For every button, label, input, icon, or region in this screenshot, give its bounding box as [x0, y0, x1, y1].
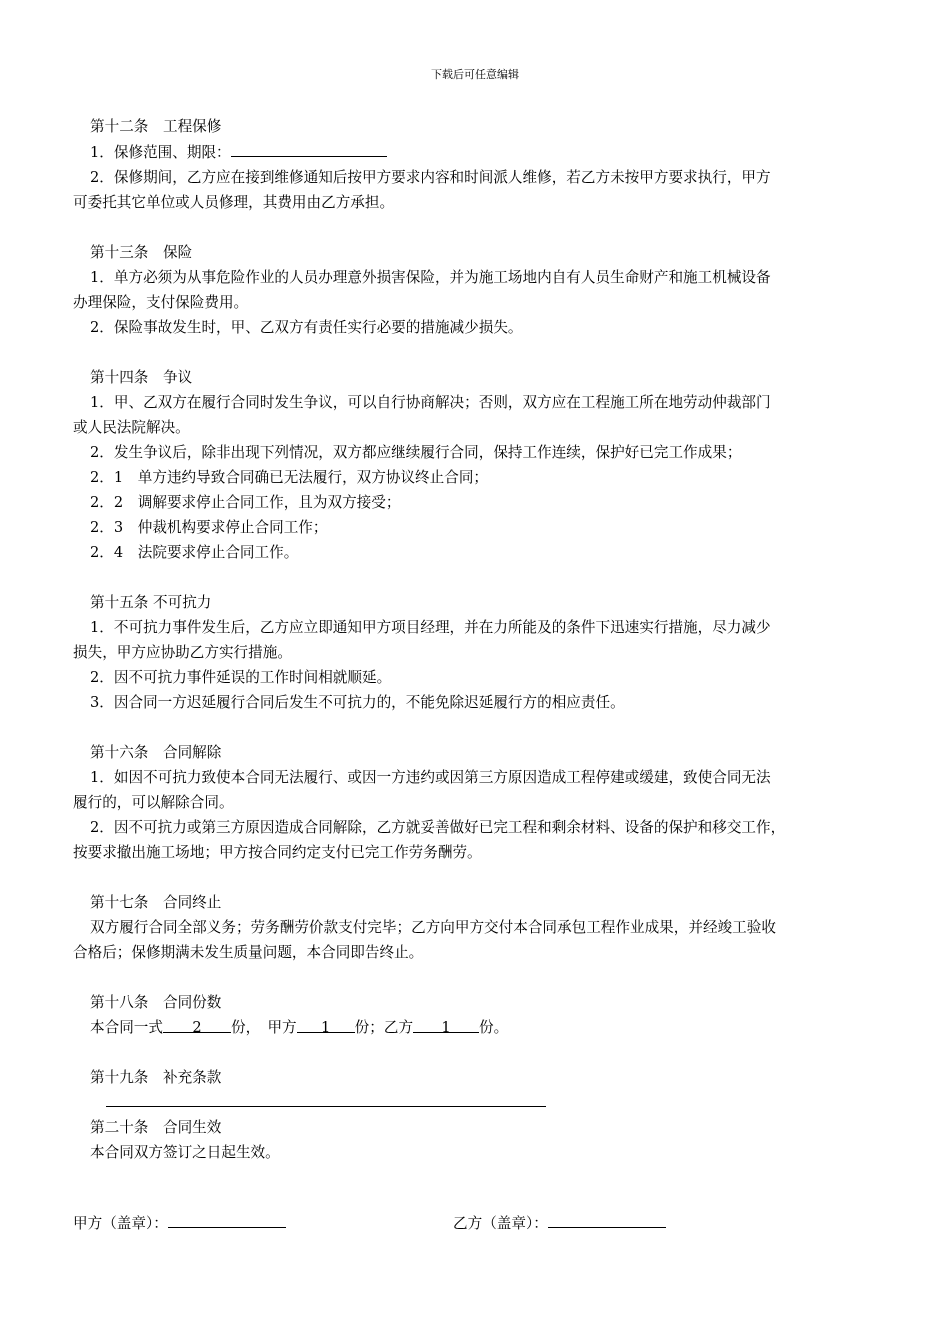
section-15-title: 第十五条 不可抗力	[90, 594, 212, 611]
section-20-title: 第二十条 合同生效	[90, 1119, 222, 1136]
section-16-p2a: 2．因不可抗力或第三方原因造成合同解除，乙方就妥善做好已完工程和剩余材料、设备的保护和移交工作，	[90, 819, 786, 836]
section-17-p1b: 合格后；保修期满未发生质量问题，本合同即告终止。	[73, 944, 424, 961]
section-16-p1b: 履行的，可以解除合同。	[73, 794, 234, 811]
party-b-seal-blank[interactable]	[548, 1210, 666, 1228]
section-13-p1b: 办理保险，支付保险费用。	[73, 294, 249, 311]
supplementary-terms-line	[73, 1090, 888, 1115]
section-12-p2a: 2．保修期间，乙方应在接到维修通知后按甲方要求内容和时间派人维修，若乙方未按甲方要求执行，甲方	[90, 169, 771, 186]
party-b-signature: 乙方（盖章）：	[453, 1210, 666, 1236]
section-12-p1: 1．保修范围、期限：	[73, 139, 888, 165]
section-15-p1a: 1．不可抗力事件发生后，乙方应立即通知甲方项目经理，并在力所能及的条件下迅速实行措施，尽力减少	[90, 619, 771, 636]
section-18-copies: 本合同一式 2 份， 甲方 1 份；乙方 1 份。	[73, 1015, 888, 1040]
section-13-p1a: 1．单方必须为从事危险作业的人员办理意外损害保险，并为施工场地内自有人员生命财产和施工机械设备	[90, 269, 771, 286]
section-17-p1a: 双方履行合同全部义务；劳务酬劳价款支付完毕；乙方向甲方交付本合同承包工程作业成果，并经竣工验收	[90, 919, 776, 936]
warranty-blank[interactable]	[231, 139, 387, 157]
section-14-p23: 2．3 仲裁机构要求停止合同工作；	[90, 519, 328, 536]
section-20-p1: 本合同双方签订之日起生效。	[90, 1144, 280, 1161]
party-a-seal-blank[interactable]	[168, 1210, 286, 1228]
contract-body	[73, 114, 888, 1165]
header-note: 下载后可任意编辑	[431, 68, 519, 81]
section-14-p21: 2．1 单方违约导致合同确已无法履行，双方协议终止合同；	[90, 469, 489, 486]
party-a-signature: 甲方（盖章）：	[73, 1210, 286, 1236]
section-14-title: 第十四条 争议	[90, 369, 193, 386]
section-16-p1a: 1．如因不可抗力致使本合同无法履行、或因一方违约或因第三方原因造成工程停建或缓建，致使合同无法	[90, 769, 771, 786]
section-17-title: 第十七条 合同终止	[90, 894, 222, 911]
section-14-p2: 2．发生争议后，除非出现下列情况，双方都应继续履行合同，保持工作连续，保护好已完工作成果；	[90, 444, 742, 461]
section-14-p1b: 或人民法院解决。	[73, 419, 190, 436]
total-copies-field[interactable]: 2	[163, 1015, 231, 1033]
section-15-p3: 3．因合同一方迟延履行合同后发生不可抗力的，不能免除迟延履行方的相应责任。	[90, 694, 625, 711]
section-16-title: 第十六条 合同解除	[90, 744, 222, 761]
supplementary-terms-blank[interactable]	[106, 1096, 546, 1107]
section-15-p1b: 损失，甲方应协助乙方实行措施。	[73, 644, 292, 661]
section-15-p2: 2．因不可抗力事件延误的工作时间相就顺延。	[90, 669, 392, 686]
section-12-title: 第十二条 工程保修	[90, 118, 222, 135]
party-a-copies-field[interactable]: 1	[297, 1015, 355, 1033]
section-13-p2: 2．保险事故发生时，甲、乙双方有责任实行必要的措施减少损失。	[90, 319, 523, 336]
section-12-p2b: 可委托其它单位或人员修理，其费用由乙方承担。	[73, 194, 395, 211]
section-13-title: 第十三条 保险	[90, 244, 193, 261]
section-14-p1a: 1．甲、乙双方在履行合同时发生争议，可以自行协商解决；否则，双方应在工程施工所在地劳动仲裁部门	[90, 394, 771, 411]
party-b-copies-field[interactable]: 1	[413, 1015, 479, 1033]
section-16-p2b: 按要求撤出施工场地；甲方按合同约定支付已完工作劳务酬劳。	[73, 844, 482, 861]
section-14-p24: 2．4 法院要求停止合同工作。	[90, 544, 299, 561]
section-18-title: 第十八条 合同份数	[90, 994, 222, 1011]
section-14-p22: 2．2 调解要求停止合同工作，且为双方接受；	[90, 494, 401, 511]
section-19-title: 第十九条 补充条款	[90, 1069, 222, 1086]
